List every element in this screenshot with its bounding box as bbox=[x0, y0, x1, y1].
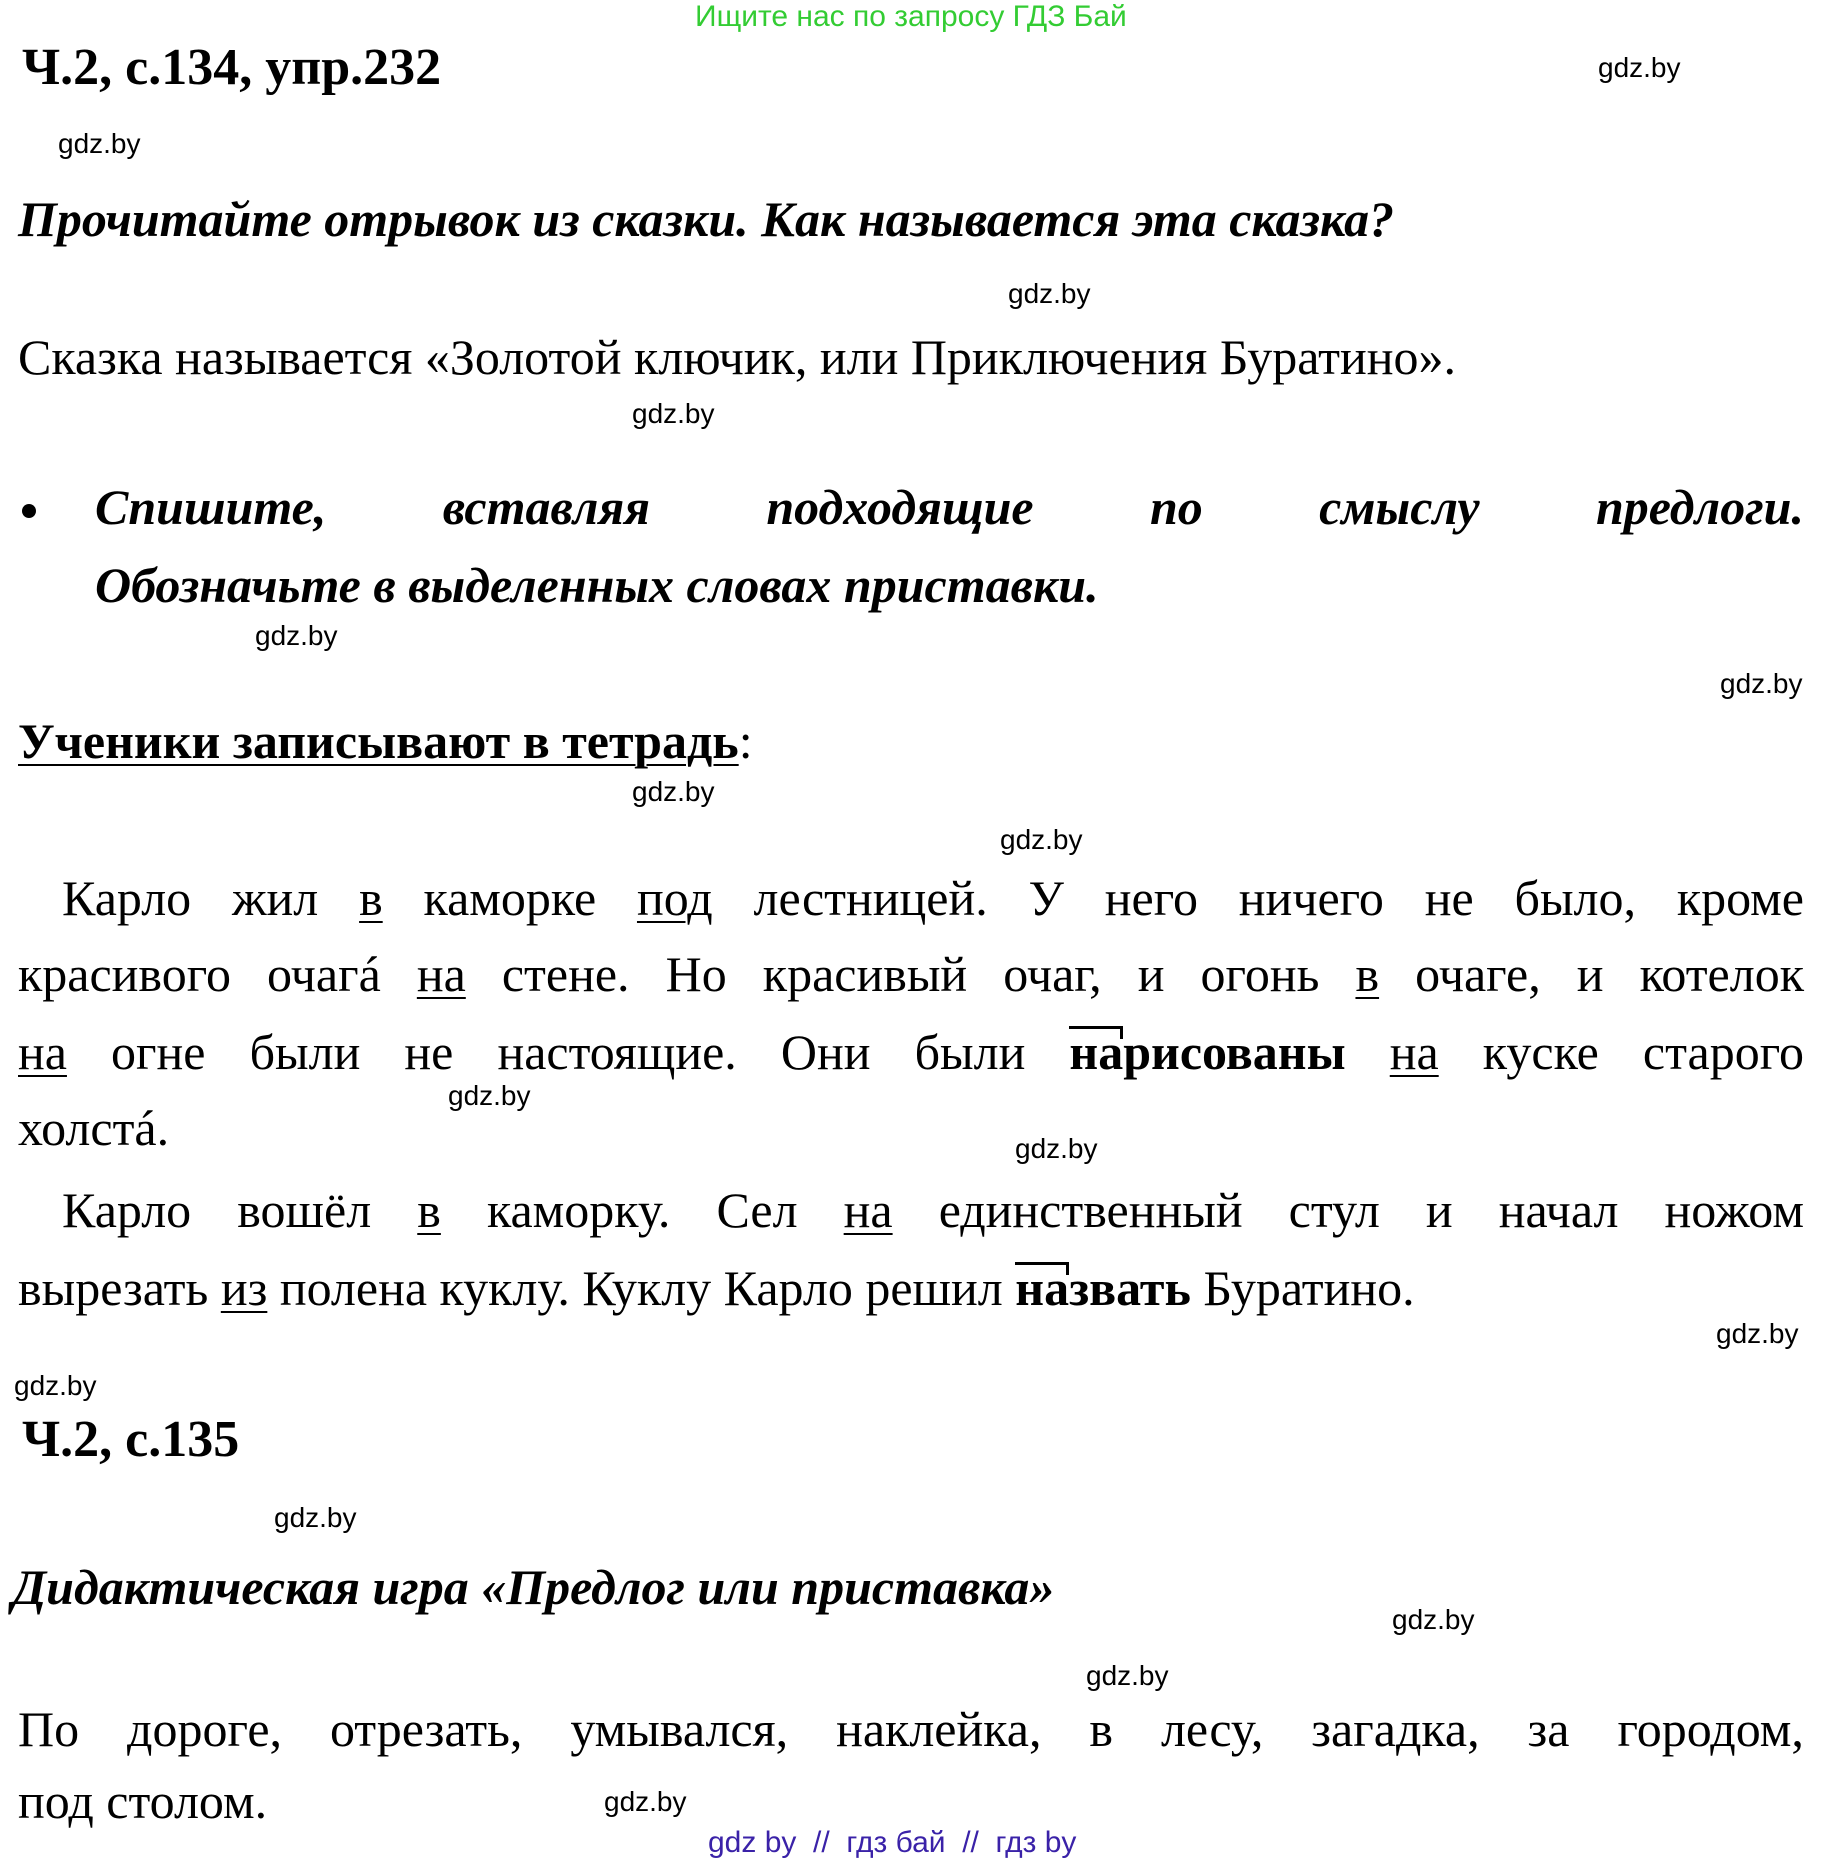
text-line: красивого очагá на стене. Но красивый очаг, и огонь в очаге, и котелок bbox=[18, 946, 1804, 1002]
game-title: Дидактическая игра «Предлог или приставка» bbox=[12, 1559, 1055, 1615]
watermark: gdz.by bbox=[632, 776, 715, 807]
text-line: на огне были не настоящие. Они были нарисованы на куске старого bbox=[18, 1024, 1805, 1080]
prefix-mark: на bbox=[1069, 1024, 1124, 1080]
watermark: gdz.by bbox=[1720, 668, 1803, 699]
watermark: gdz.by bbox=[274, 1502, 357, 1533]
page-heading: Ч.2, с.135 bbox=[22, 1411, 240, 1468]
watermark: gdz.by bbox=[604, 1786, 687, 1817]
text-line: Карло вошёл в каморку. Сел на единственный стул и начал ножом bbox=[62, 1182, 1804, 1238]
game-answer-line1: По дороге, отрезать, умывался, наклейка, в лесу, загадка, за городом, bbox=[18, 1701, 1804, 1757]
watermark: gdz.by bbox=[1015, 1133, 1098, 1164]
watermark: gdz.by bbox=[448, 1080, 531, 1111]
watermark: gdz.by bbox=[58, 128, 141, 159]
watermark: gdz.by bbox=[632, 398, 715, 429]
watermark: gdz.by bbox=[1008, 278, 1091, 309]
answer-text: Сказка называется «Золотой ключик, или Приключения Буратино». bbox=[18, 329, 1456, 385]
students-heading: Ученики записывают в тетрадь: bbox=[18, 713, 753, 769]
task-question: Прочитайте отрывок из сказки. Как называется эта сказка? bbox=[18, 191, 1395, 247]
task-instruction-line1: Спишите, вставляя подходящие по смыслу предлоги. bbox=[95, 479, 1804, 535]
bullet-icon bbox=[22, 504, 36, 518]
watermark: gdz.by bbox=[1716, 1318, 1799, 1349]
task-instruction-line2: Обозначьте в выделенных словах приставки. bbox=[95, 557, 1099, 613]
watermark: gdz.by bbox=[255, 620, 338, 651]
watermark: gdz.by bbox=[14, 1370, 97, 1401]
watermark: gdz.by bbox=[1598, 52, 1681, 83]
watermark: gdz.by bbox=[1392, 1604, 1475, 1635]
top-banner: Ищите нас по запросу ГДЗ Бай bbox=[695, 0, 1127, 33]
text-line: вырезать из полена куклу. Куклу Карло решил назвать Буратино. bbox=[18, 1260, 1415, 1316]
footer-links: gdz by // гдз бай // гдз by bbox=[708, 1826, 1077, 1859]
text-line: Карло жил в каморке под лестницей. У него ничего не было, кроме bbox=[62, 870, 1805, 926]
prefix-mark: на bbox=[1015, 1260, 1070, 1316]
watermark: gdz.by bbox=[1086, 1660, 1169, 1691]
exercise-heading: Ч.2, с.134, упр.232 bbox=[22, 39, 442, 96]
game-answer-line2: под столом. bbox=[18, 1773, 268, 1829]
text-line: холстá. bbox=[18, 1100, 170, 1156]
watermark: gdz.by bbox=[1000, 824, 1083, 855]
